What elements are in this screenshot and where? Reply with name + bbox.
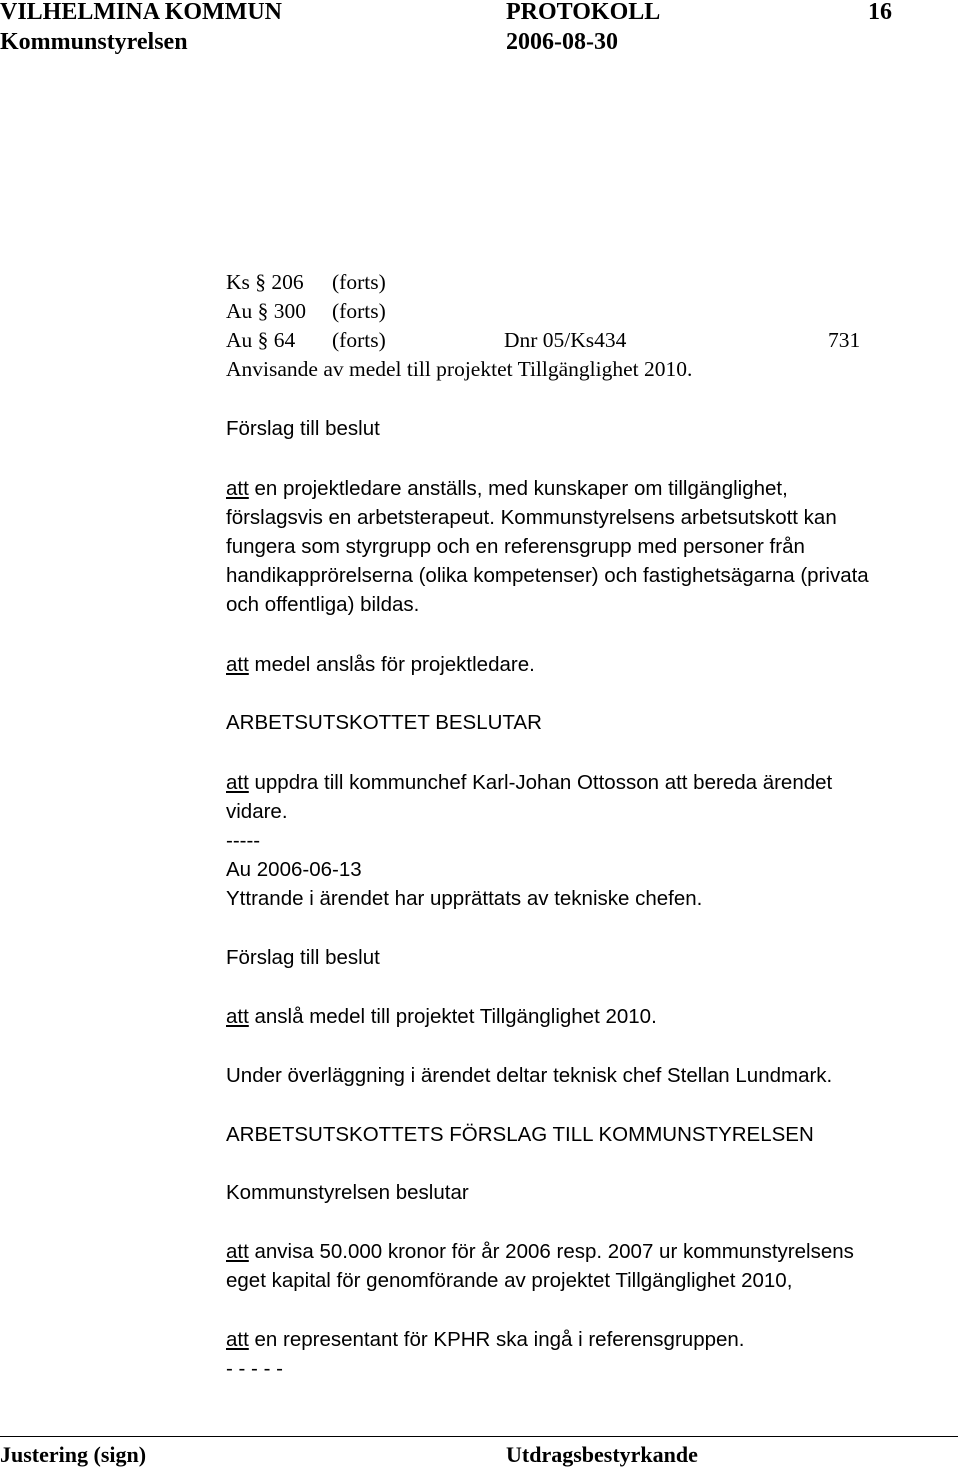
att-keyword: att <box>226 1328 249 1351</box>
ref-line-ks <box>226 270 386 294</box>
ref-prefix: Ks <box>226 270 250 294</box>
ref-note: (forts) <box>332 328 386 352</box>
att-keyword: att <box>226 1240 249 1263</box>
footer-utdrag: Utdragsbestyrkande <box>506 1442 698 1467</box>
committee-decision-heading: ARBETSUTSKOTTET BESLUTAR <box>226 711 542 734</box>
archive-code: 731 <box>828 328 861 352</box>
proposal-2-line <box>226 653 535 677</box>
representative-text: en representant för KPHR ska ingå i referensgruppen. <box>248 1328 745 1351</box>
decision-text: uppdra till kommunchef Karl-Johan Ottosson att bereda ärendet <box>248 771 833 794</box>
committee-proposal-heading: ARBETSUTSKOTTETS FÖRSLAG TILL KOMMUNSTYRELSEN <box>226 1123 814 1146</box>
proposal-1-line-3: fungera som styrgrupp och en referensgrupp med personer från <box>226 535 805 558</box>
ref-prefix: Au <box>226 328 253 352</box>
ref-line-au-64 <box>226 328 866 352</box>
header-municipality: VILHELMINA KOMMUN <box>0 0 282 25</box>
att-keyword: att <box>226 653 249 676</box>
ref-number: 64 <box>273 328 296 352</box>
ref-note: (forts) <box>332 270 386 294</box>
att-keyword: att <box>226 771 249 794</box>
proposal-text: en projektledare anställs, med kunskaper om tillgänglighet, <box>248 477 788 500</box>
header-doc-type: PROTOKOLL <box>506 0 661 25</box>
section-sign: § <box>257 299 269 323</box>
proposal-1-line-1 <box>226 477 788 501</box>
proposal-text: medel anslås för projektledare. <box>248 653 535 676</box>
section-sign: § <box>257 328 269 352</box>
proposal-heading-1: Förslag till beslut <box>226 417 380 440</box>
decision-line-1 <box>226 771 832 795</box>
allocation-line-1 <box>226 1240 854 1264</box>
header-date: 2006-08-30 <box>506 29 618 55</box>
proposal-text: anslå medel till projektet Tillgänglighet 2010. <box>248 1005 657 1028</box>
ref-number: 206 <box>271 270 304 294</box>
section-sign: § <box>255 270 267 294</box>
ref-note: (forts) <box>332 299 386 323</box>
board-decides-heading: Kommunstyrelsen beslutar <box>226 1181 469 1204</box>
statement-line: Yttrande i ärendet har upprättats av tekniske chefen. <box>226 887 703 910</box>
decision-line-2: vidare. <box>226 800 288 823</box>
footer-rule <box>0 1436 958 1437</box>
ref-prefix: Au <box>226 299 253 323</box>
proposal-1-line-2: förslagsvis en arbetsterapeut. Kommunstyrelsens arbetsutskott kan <box>226 506 837 529</box>
allocation-text: anvisa 50.000 kronor för år 2006 resp. 2007 ur kommunstyrelsens <box>248 1240 854 1263</box>
matter-title: Anvisande av medel till projektet Tillgänglighet 2010. <box>226 357 693 381</box>
representative-line <box>226 1328 745 1352</box>
proposal-1-line-4: handikapprörelserna (olika kompetenser) och fastighetsägarna (privata <box>226 564 869 587</box>
diary-number: Dnr 05/Ks434 <box>504 328 627 352</box>
closing-dashes: - - - - - <box>226 1357 283 1380</box>
proposal-heading-2: Förslag till beslut <box>226 946 380 969</box>
ref-number: 300 <box>273 299 307 323</box>
footer-justering: Justering (sign) <box>0 1442 147 1467</box>
deliberation-line: Under överläggning i ärendet deltar teknisk chef Stellan Lundmark. <box>226 1064 833 1087</box>
allocation-line-2: eget kapital för genomförande av projektet Tillgänglighet 2010, <box>226 1269 793 1292</box>
proposal-1-line-5: och offentliga) bildas. <box>226 593 420 616</box>
header-page-number: 16 <box>868 0 892 25</box>
separator-dashes: ----- <box>226 829 261 852</box>
ref-line-au-300 <box>226 299 386 323</box>
att-keyword: att <box>226 1005 249 1028</box>
att-keyword: att <box>226 477 249 500</box>
au-date-line: Au 2006-06-13 <box>226 858 362 881</box>
proposal-3-line <box>226 1005 657 1029</box>
header-board: Kommunstyrelsen <box>0 29 188 55</box>
